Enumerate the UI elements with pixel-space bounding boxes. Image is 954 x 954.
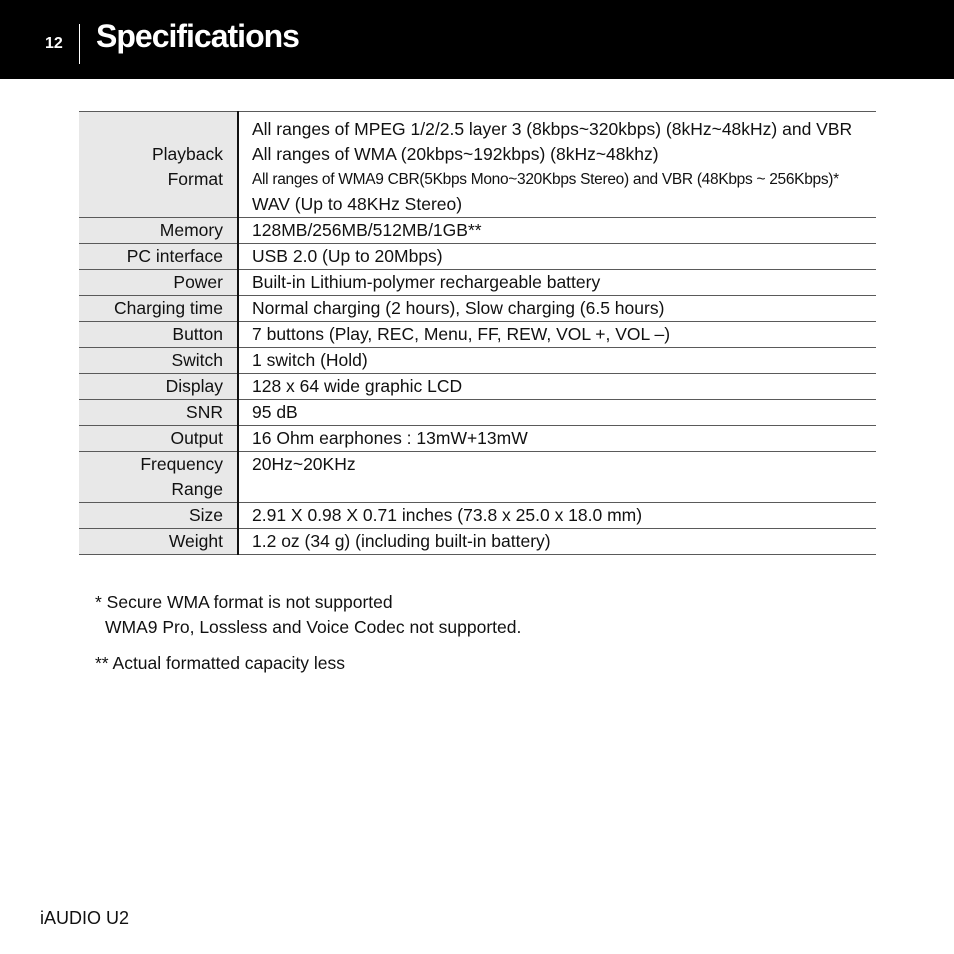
table-row-output (79, 426, 876, 452)
row-value: USB 2.0 (Up to 20Mbps) (252, 246, 443, 266)
table-row-display (79, 374, 876, 400)
row-value-line: All ranges of MPEG 1/2/2.5 layer 3 (8kbps~320kbps) (8kHz~48kHz) and VBR (252, 119, 853, 139)
header-bar (0, 0, 954, 79)
footer-brand: iAUDIO U2 (40, 908, 130, 928)
row-value (238, 112, 876, 218)
row-value: 95 dB (252, 402, 298, 422)
table-row-button (79, 322, 876, 348)
row-label: Display (79, 374, 238, 400)
row-label (79, 112, 238, 218)
row-value: Normal charging (2 hours), Slow charging (6.5 hours) (252, 298, 665, 318)
row-label (79, 452, 238, 503)
row-label: Weight (79, 529, 238, 555)
specifications-table (79, 111, 876, 555)
row-label-line: Frequency (140, 454, 223, 474)
row-value: 16 Ohm earphones : 13mW+13mW (252, 428, 528, 448)
row-label-line: Format (167, 169, 223, 189)
row-label: Power (79, 270, 238, 296)
row-value-line: WAV (Up to 48KHz Stereo) (252, 194, 463, 214)
page-title: Specifications (96, 18, 299, 54)
table-row-weight (79, 529, 876, 555)
row-label: Button (79, 322, 238, 348)
row-value: 128MB/256MB/512MB/1GB** (252, 220, 482, 240)
row-value: Built-in Lithium-polymer rechargeable battery (252, 272, 601, 292)
row-value: 128 x 64 wide graphic LCD (252, 376, 463, 396)
row-value-line: All ranges of WMA9 CBR(5Kbps Mono~320Kbps Stereo) and VBR (48Kbps ~ 256Kbps)* (252, 171, 839, 188)
row-value: 2.91 X 0.98 X 0.71 inches (73.8 x 25.0 x 18.0 mm) (252, 505, 643, 525)
table-row-power (79, 270, 876, 296)
footnotes (95, 590, 521, 676)
table-row-size (79, 503, 876, 529)
row-label-line: Range (171, 479, 223, 499)
footnote-secure-wma: * Secure WMA format is not supported (95, 592, 393, 612)
row-value: 7 buttons (Play, REC, Menu, FF, REW, VOL +, VOL –) (252, 324, 671, 344)
row-label-line: Playback (151, 144, 223, 164)
row-value: 1.2 oz (34 g) (including built-in battery) (252, 531, 551, 551)
row-value: 1 switch (Hold) (252, 350, 368, 370)
row-label: PC interface (79, 244, 238, 270)
row-label: Output (79, 426, 238, 452)
table-row-snr (79, 400, 876, 426)
row-label: Switch (79, 348, 238, 374)
row-value-line: All ranges of WMA (20kbps~192kbps) (8kHz~48khz) (252, 144, 659, 164)
row-label: SNR (79, 400, 238, 426)
footnote-codec-support: WMA9 Pro, Lossless and Voice Codec not supported. (105, 617, 522, 637)
table-row-switch (79, 348, 876, 374)
footnote-formatted-capacity: ** Actual formatted capacity less (95, 653, 345, 673)
page-number: 12 (45, 35, 63, 52)
row-label: Charging time (79, 296, 238, 322)
row-label: Memory (79, 218, 238, 244)
table-row-memory (79, 218, 876, 244)
table-row-pc-interface (79, 244, 876, 270)
header-divider (79, 24, 80, 64)
row-value: 20Hz~20KHz (252, 454, 356, 474)
table-row-charging-time (79, 296, 876, 322)
table-row-frequency-range (79, 452, 876, 503)
row-label: Size (79, 503, 238, 529)
table-row-playback-format (79, 112, 876, 218)
